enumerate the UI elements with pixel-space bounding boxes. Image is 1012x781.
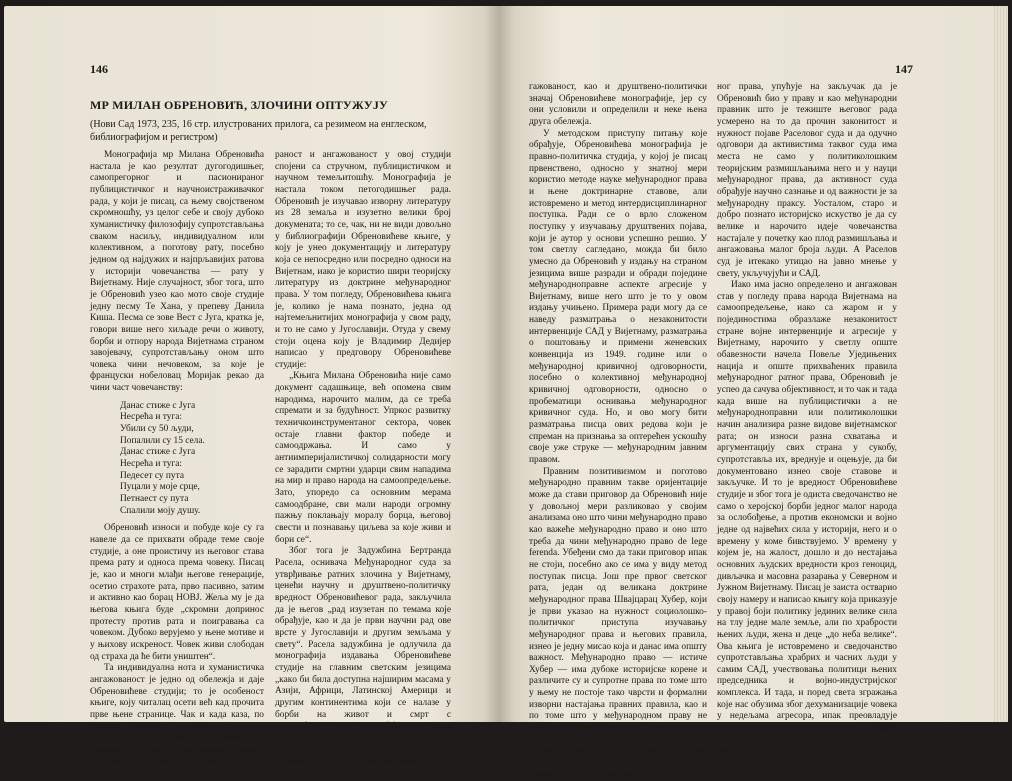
book-spread	[4, 6, 1008, 780]
left-column-2	[275, 150, 451, 768]
poem-line: Несрећа и туга:	[120, 412, 182, 423]
poem-line: Пуцали у моје срце,	[120, 482, 200, 493]
paragraph: ног права, упућује на закључак да је Обреновић био у праву и као међународни правник што је тежиште његовог рада усмерено на то да прочин законитост и нужност појаве Раселовог суда и да одучно одговори да активистима таквог суда има места не само у политиколошким теоријским размишљањима него и у науци међународног права, да активност суда обрађује научно сазнање и од важности је за међународну праксу. Уосталом, старо и добро познато историјско искуство је да су велике и нарочито идеје човечанства настајале у почетку као плод размишљања и ангажовања малог броја људи. А Раселов суд је итекако утицао на јавно мнење у свету, укључујући и САД.	[717, 82, 897, 279]
left-page	[4, 6, 499, 779]
review-title: МР МИЛАН ОБРЕНОВИЋ, ЗЛОЧИНИ ОПТУЖУЈУ	[90, 98, 389, 112]
poem-line: Спалили моју душу.	[120, 505, 201, 516]
paragraph: Та индивидуална нота и хуманистичка ангажованост је једно од обележја и даје Обреновићеве студији; то је особеност књиге, коју читалац осети већ кад прочита прве њене странице. Чак и када каза, по природи предмета о којем расправља, аутор мора да користи понекад и сувопарну терминологију правних наука, посебно међународног права. Тако су пасиони-	[90, 663, 264, 779]
page-number-right: 147	[895, 62, 913, 76]
right-column-1	[529, 82, 707, 781]
page-number-left: 146	[90, 62, 108, 76]
poem-line: Несрећа и туга:	[120, 459, 182, 470]
paragraph: Обреновић износи и побуде које су га навеле да се прихвати обраде теме своје студије, а оне проистичу из његовог става према рату и односа према човеку. Писац је, као и многи млађи његове генерације, осетио страхоте рата, прво пасивно, затим и активно као борац НОВЈ. Жеља му је да његова књига буде „скромни допринос протесту против рата и поигравања са човеком. Дубоко верујемо у њене мотиве и у њихову искреност. Човек живи слободан од страха да ће бити уништен“.	[90, 523, 264, 662]
left-column-1	[90, 150, 264, 780]
poem-line: Петнаест су пута	[120, 494, 189, 505]
poem-line: Данас стиже с Југа	[120, 400, 196, 411]
poem-line: Педесет су пута	[120, 470, 184, 481]
paragraph: Иако има јасно определено и ангажован став у погледу права народа Вијетнама на самоопредељење, иако са жаром и у појединостима образлаже незаконитост стране војне интервенције и агресије у Вијетнаму, нарочито у светлу опште обавезности начела Повеље Уједињених нација и опште прихваћених правила међународног ратног права, Обреновић је успео да сачува објективност, и то чак и тада када више на публицистички а не међународноправни или политиколошки начин анализира разне видове вијетнамског рата; он износи разна схватања и аргументацију свих страна у сукобу, супротставља их, вреднује и оцењује, да би документовано изнео своје ставове и закључке. И то је вредност Обреновићеве студије и због тога је одиста сведочанство не само о херојској борби једног малог народа за ослобођење, а против економски и војно једне од највећих сила у историји, него и о времену у коме бивствујемо. У времену у којем је, на жалост, дошло и до нестајања основних људских вредности кроз геноцид, дивљачка и масовна разарања у Северном и Јужном Вијетнаму. Писац је заиста остварио своју намеру и написао књигу која приказује у правој боји политику јединих велике сила на тлу једне мале земље, али по храбрости њених људи, жена и деце „до неба велике“. Ова књига је истовремено и сведочанство супротстављања храбрих и часних људи у самим САД, учествовања политици њених председника и војно-индустријског комплекса. И тада, и поред света згражања које нас обузима због дехуманизације човека у недељама агресора, ипак преовладује осећање да је Горки итекако био у праву када је рекао: „Човек, како то звучи поносно“.	[717, 280, 897, 757]
poem-line: Убили су 50 људи,	[120, 424, 194, 435]
paragraph: Било је потребно да се истакну индивидуална нота и хуманистичка ан-	[275, 744, 451, 767]
poem-line: Данас стиже с Југа	[120, 447, 196, 458]
paragraph: У методском приступу питању које обрађује, Обреновићева монографија је правно-политичка студија, у којој је писац првенствено, односно у знатној мери користио методе науке међународног права и њене доктринарне ставове, али истовремено и метод интердисциплинарног поступка. Ради се о врло сложеном поступку у изучавању друштвених појава, који је аутор у основи успешно решио. У том светлу сагледано, можда би било умесно да Обреновић у издању на страном језицима више разради и обради поједине међународноправне аспекте агресије у Вијетнаму, више него што је то у овом издању учињено. Примера ради могу да се наведу разматрања о незаконитости интервенције САД у Вијетнаму, разматрања о поштовању и примени женевских конвенција из 1949. године или о међународној кривичној одговорности, посебно о колективној међународној кривичној одговорности, односно о пробематици оснивања међународног кривичног суда. Но, и ово могу бити разматрања писца ових редова који је спреман на признања за оптерећен ускошћу своје уже струке — међународним јавним правом.	[529, 128, 707, 465]
paragraph: гажованост, као и друштвено-политички значај Обреновићеве монографије, јер су они условили и определили и неке њена друга обележја.	[529, 82, 707, 127]
quotation: „Књига Милана Обреновића није само документ садашњице, већ опомена свим народима, нарочито малим, да се треба спремати и за будућност. Упркос развитку техничкоинструментаног сектора, човек остаје главни фактор победе и самоодржања. И само у антиимперијалистичкој солидарности могу се зарадити смртни ударци свим нападима на мир и право народа на самоопредељење. Зато, упоредо са основним мерама самоодбране, сви мали народи огромну пажњу поклањају моралу борца, његовој свести и познавању циљева за које живи и бори се“.	[275, 371, 451, 545]
paragraph: Монографија мр Милана Обреновића настала је као резултат дугогодишњег, самопрегорног и пасионираног публицистичког и научноистраживачког рада, у који је писац, са њему својственом скромношћу, уз целог себе и своју дубоко хуманистичку филозофију супротстављања сваком насиљу, индивидуалном или колективном, а поготову рату, посебно једном од најдужих и најпрљавијих ратова у историји човечанства — рату у Вијетнаму. Није случајност, због тога, што је Обреновић узео као мото своје студије једну песму Те Хана, у препеву Данила Киша. Песма се зове Вест с Југа, кратка је, говори више него хиљаде речи о животу, борби и отпору народа Вијетнама страном завојевачу, супротстављању оном што човека чини нечовеком, за које је француски нобеловац Моријак рекао да чини част човечанству:	[90, 150, 265, 394]
right-column-2	[717, 82, 897, 758]
paragraph: Због тога је Задужбина Бертранда Расела, оснивача Међународног суда за утврђивање ратних злочина у Вијетнаму, ценећи научну и друштвено-политичку вредност Обреновићевог рада, закључила да је његов „рад изузетан по темама које обрађује, као и да је први научни рад ове врсте у Југославији и другим земљама у свету“. Расела задужбина је одлучила да монографија издавања Обреновићеве студије на главним светским језицима „какo би била доступна најширим масама у Азији, Африци, Латинској Америци и другим континентима који се налазе у борби на живот и смрт с империјалистичким силама“ (из предговора В. Дедијера).	[275, 546, 451, 743]
publication-details: (Нови Сад 1973, 235, 16 стр. илустрованих прилога, са резимеом на енглеском, библиографијом и регистром)	[90, 119, 427, 143]
paragraph: раност и ангажованост у овој студији спојени са стручном, публицистичком и научном темељитошћу. Монографија је настала током петогодишњег рада. Обреновић је изучавао изворну литературу из 28 земаља и изузетно велики број докумената; то се, чак, ни не види довољно у библиографији Обреновићеве књиге, у коју је унео документацију и литературу која се непосредно или посредно односи на Вијетнам, иако је користио шири теоријску литературу из доктрине међународног права. У том погледу, Обреновићева књига је, колико је нама познато, једна од најтемељнитијих монографија у свом раду, и то не само у Југославији. Отуда у свему стоји оцена коју је Владимир Дедијер написао у предговору Обреновићеве студије:	[275, 150, 451, 370]
right-page	[499, 6, 1008, 780]
paragraph: Правним позитивизмом и поготово међународно правним такве оријентације може да стави приговор да Обреновић није у довољној мери разликовао у својим анализама оно што чини међународно право као важеће међународно право и оно што треба да чини међународно право de lege ferenda. Убеђени смо да таки приговор ипак не стоји, посебно ако се има у виду метод поступак писца. Још пре првог светског рата, један од великана доктрине међународног права Швајцарац Хубер, који је први указао на нужност социолошко-политичког приступа изучавању међународног права и његових правила, изнео је једну мисао која и данас има општу важност. Међународно право — истиче Хубер — има дубоке историјске корене и различите су и супротне права по томе што у њему не постоје тако чврсти и формални изворни настајања правних правила, као и по томе што у међународном праву не постоји утврђен status quo, тачно одређено позитивно право, које утврђује стриктно права и обавезе субјеката права и правних односа. Већ то, са становишта развоја теорије и праксе међународ-	[529, 466, 707, 780]
poem	[120, 401, 264, 518]
poem-line: Попалили су 15 села.	[120, 435, 205, 446]
